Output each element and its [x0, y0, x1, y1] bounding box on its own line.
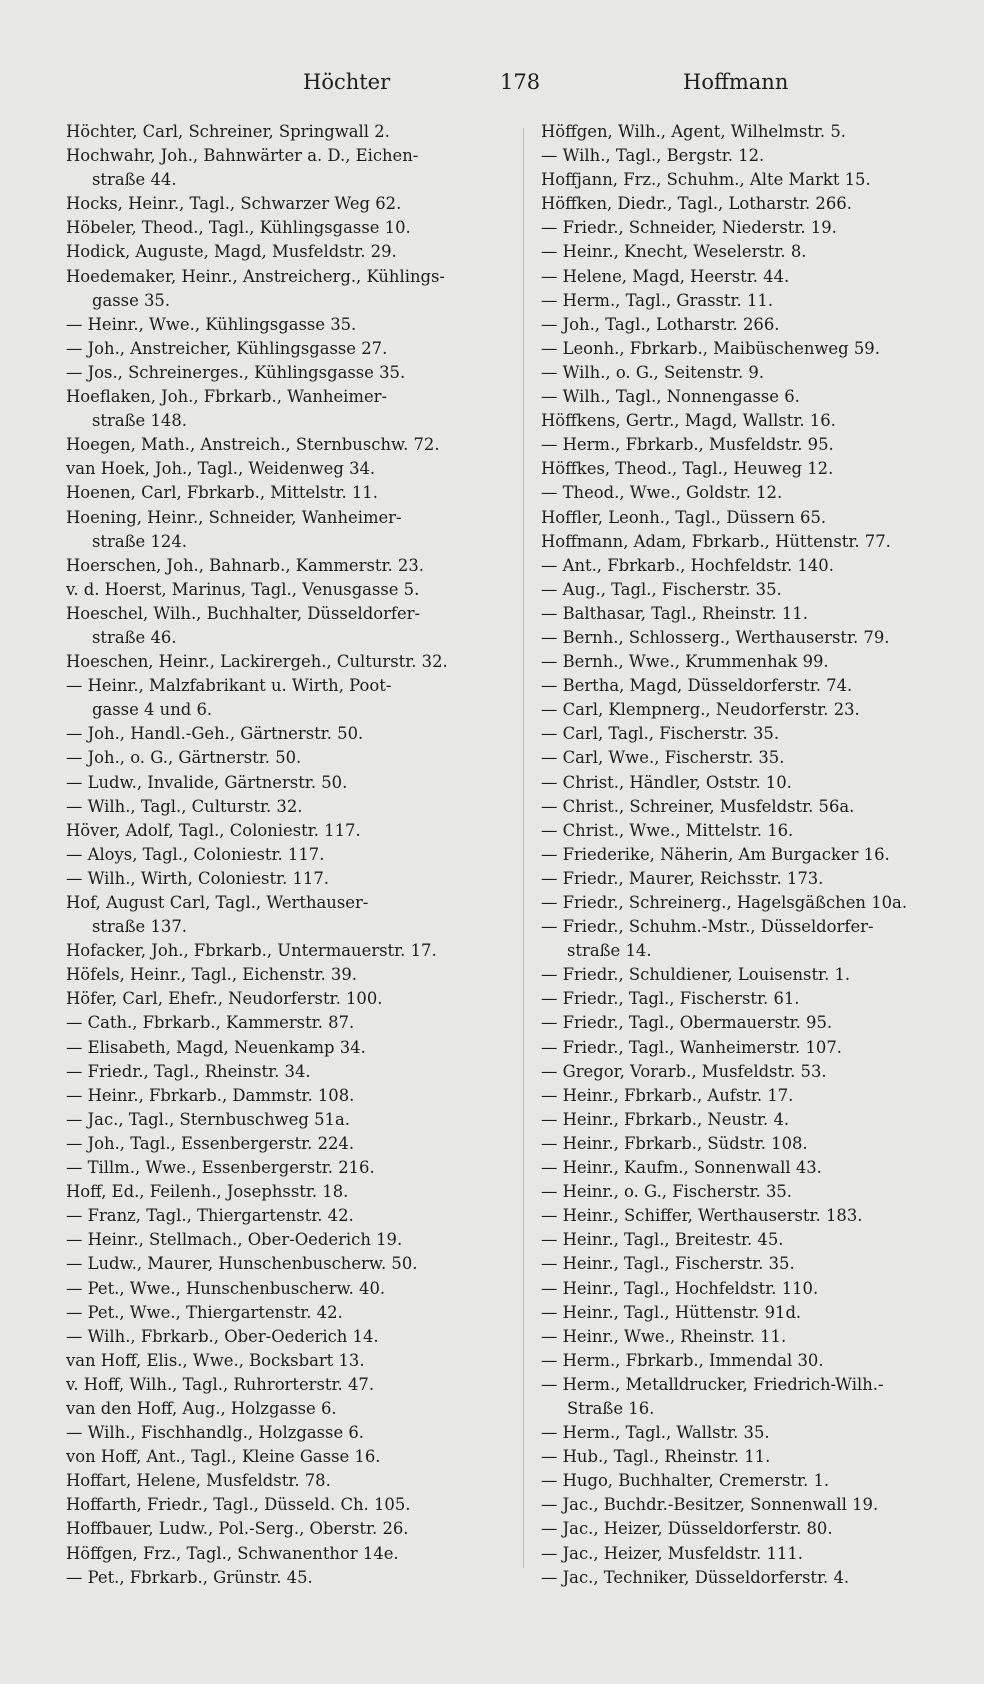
directory-entry: Höchter, Carl, Schreiner, Springwall 2.: [66, 122, 390, 141]
directory-entry: v. d. Hoerst, Marinus, Tagl., Venusgasse 5.: [66, 579, 420, 599]
directory-entry: Hoeflaken, Joh., Fbrkarb., Wanheimer-: [66, 387, 388, 407]
directory-entry: — Wilh., o. G., Seitenstr. 9.: [541, 362, 765, 382]
directory-entry: — Pet., Wwe., Hunschenbuscherw. 40.: [66, 1278, 386, 1298]
directory-entry: — Ant., Fbrkarb., Hochfeldstr. 140.: [541, 555, 834, 575]
header-left-word: Höchter: [303, 70, 391, 94]
directory-entry: — Joh., Handl.-Geh., Gärtnerstr. 50.: [66, 724, 364, 744]
directory-entry: — Carl, Klempnerg., Neudorferstr. 23.: [541, 700, 860, 720]
directory-entry: Hochwahr, Joh., Bahnwärter a. D., Eichen-: [66, 146, 419, 166]
directory-entry: Höver, Adolf, Tagl., Coloniestr. 117.: [66, 820, 361, 840]
directory-entry: — Heinr., Tagl., Hochfeldstr. 110.: [541, 1278, 819, 1298]
right-column: [541, 120, 961, 1590]
directory-entry: — Aug., Tagl., Fischerstr. 35.: [541, 579, 782, 599]
directory-entry: — Joh., Anstreicher, Kühlingsgasse 27.: [66, 338, 388, 358]
directory-entry: — Heinr., Wwe., Rheinstr. 11.: [541, 1326, 787, 1346]
directory-entry: straße 137.: [92, 917, 187, 937]
directory-entry: — Heinr., Stellmach., Ober-Oederich 19.: [66, 1230, 403, 1250]
directory-entry: — Joh., o. G., Gärtnerstr. 50.: [66, 748, 302, 768]
directory-entry: — Heinr., Fbrkarb., Neustr. 4.: [541, 1109, 790, 1129]
directory-entry: — Heinr., Malzfabrikant u. Wirth, Poot-: [66, 676, 392, 696]
directory-entry: Höffgen, Wilh., Agent, Wilhelmstr. 5.: [541, 122, 846, 141]
directory-entry: — Heinr., Fbrkarb., Südstr. 108.: [541, 1133, 808, 1153]
directory-entry: gasse 4 und 6.: [92, 700, 213, 720]
directory-entry: — Jac., Heizer, Düsseldorferstr. 80.: [541, 1519, 833, 1539]
directory-entry: — Elisabeth, Magd, Neuenkamp 34.: [66, 1037, 366, 1057]
directory-entry: Hoenen, Carl, Fbrkarb., Mittelstr. 11.: [66, 483, 378, 503]
directory-entry: — Wilh., Fischhandlg., Holzgasse 6.: [66, 1423, 365, 1443]
directory-entry: — Bernh., Schlosserg., Werthauserstr. 79.: [541, 627, 890, 647]
header-right-word: Hoffmann: [683, 70, 789, 94]
directory-entry: — Bertha, Magd, Düsseldorferstr. 74.: [541, 676, 853, 696]
directory-entry: Hoffjann, Frz., Schuhm., Alte Markt 15.: [541, 170, 871, 190]
directory-entry: — Herm., Tagl., Grasstr. 11.: [541, 290, 774, 310]
directory-entry: — Heinr., Fbrkarb., Dammstr. 108.: [66, 1085, 355, 1105]
directory-entry: — Tillm., Wwe., Essenbergerstr. 216.: [66, 1158, 375, 1178]
directory-entry: Höbeler, Theod., Tagl., Kühlingsgasse 10.: [66, 218, 411, 238]
page-number: 178: [500, 70, 541, 94]
directory-entry: — Heinr., Schiffer, Werthauserstr. 183.: [541, 1206, 863, 1226]
directory-entry: Hof, August Carl, Tagl., Werthauser-: [66, 893, 369, 912]
directory-entry: — Heinr., o. G., Fischerstr. 35.: [541, 1182, 793, 1202]
directory-entry: — Helene, Magd, Heerstr. 44.: [541, 266, 790, 286]
directory-entry: — Aloys, Tagl., Coloniestr. 117.: [66, 844, 325, 864]
directory-entry: — Heinr., Fbrkarb., Aufstr. 17.: [541, 1085, 794, 1105]
directory-entry: v. Hoff, Wilh., Tagl., Ruhrorterstr. 47.: [66, 1374, 375, 1394]
directory-entry: — Franz, Tagl., Thiergartenstr. 42.: [66, 1206, 354, 1226]
directory-entry: — Joh., Tagl., Lotharstr. 266.: [541, 314, 780, 334]
directory-entry: — Friedr., Schreinerg., Hagelsgäßchen 10a.: [541, 893, 908, 912]
directory-entry: Höffkes, Theod., Tagl., Heuweg 12.: [541, 459, 834, 479]
directory-entry: — Jos., Schreinerges., Kühlingsgasse 35.: [66, 362, 406, 382]
directory-entry: — Bernh., Wwe., Krummenhak 99.: [541, 652, 829, 672]
page-header: [60, 70, 950, 104]
directory-entry: — Friedr., Tagl., Rheinstr. 34.: [66, 1061, 311, 1081]
directory-entry: — Jac., Heizer, Musfeldstr. 111.: [541, 1543, 803, 1563]
directory-entry: — Heinr., Tagl., Breitestr. 45.: [541, 1230, 784, 1250]
directory-entry: van Hoff, Elis., Wwe., Bocksbart 13.: [66, 1350, 365, 1370]
directory-entry: — Heinr., Kaufm., Sonnenwall 43.: [541, 1158, 822, 1178]
directory-entry: — Heinr., Knecht, Weselerstr. 8.: [541, 242, 807, 262]
directory-entry: — Pet., Fbrkarb., Grünstr. 45.: [66, 1567, 313, 1587]
directory-entry: — Friederike, Näherin, Am Burgacker 16.: [541, 844, 890, 864]
directory-entry: Hodick, Auguste, Magd, Musfeldstr. 29.: [66, 242, 397, 262]
directory-entry: — Hub., Tagl., Rheinstr. 11.: [541, 1447, 771, 1467]
directory-entry: Hofacker, Joh., Fbrkarb., Untermauerstr. 17.: [66, 941, 437, 961]
directory-entry: straße 46.: [92, 627, 177, 647]
directory-entry: Höffgen, Frz., Tagl., Schwanenthor 14e.: [66, 1543, 399, 1563]
directory-entry: — Carl, Wwe., Fischerstr. 35.: [541, 748, 785, 768]
directory-entry: — Jac., Techniker, Düsseldorferstr. 4.: [541, 1567, 850, 1587]
directory-entry: — Wilh., Tagl., Nonnengasse 6.: [541, 387, 800, 407]
directory-entry: Hoffbauer, Ludw., Pol.-Serg., Oberstr. 26.: [66, 1519, 409, 1539]
column-divider: [523, 128, 524, 1568]
directory-entry: Hoffarth, Friedr., Tagl., Düsseld. Ch. 105.: [66, 1495, 411, 1515]
directory-entry: — Carl, Tagl., Fischerstr. 35.: [541, 724, 780, 744]
directory-entry: Hoffmann, Adam, Fbrkarb., Hüttenstr. 77.: [541, 531, 891, 551]
directory-entry: — Friedr., Tagl., Wanheimerstr. 107.: [541, 1037, 842, 1057]
directory-entry: Straße 16.: [567, 1398, 655, 1418]
directory-entry: — Christ., Schreiner, Musfeldstr. 56a.: [541, 796, 855, 816]
directory-entry: straße 14.: [567, 941, 652, 961]
directory-entry: — Friedr., Schneider, Niederstr. 19.: [541, 218, 837, 238]
directory-entry: — Pet., Wwe., Thiergartenstr. 42.: [66, 1302, 343, 1322]
directory-entry: — Friedr., Tagl., Obermauerstr. 95.: [541, 1013, 833, 1033]
directory-entry: — Theod., Wwe., Goldstr. 12.: [541, 483, 783, 503]
directory-entry: Höffken, Diedr., Tagl., Lotharstr. 266.: [541, 194, 852, 214]
directory-entry: — Heinr., Tagl., Fischerstr. 35.: [541, 1254, 795, 1274]
directory-entry: — Wilh., Wirth, Coloniestr. 117.: [66, 868, 329, 888]
directory-entry: Hoening, Heinr., Schneider, Wanheimer-: [66, 507, 402, 527]
directory-entry: Hoeschen, Heinr., Lackirergeh., Culturstr. 32.: [66, 652, 448, 672]
directory-entry: von Hoff, Ant., Tagl., Kleine Gasse 16.: [66, 1447, 381, 1467]
directory-entry: — Ludw., Invalide, Gärtnerstr. 50.: [66, 772, 348, 792]
directory-entry: — Herm., Fbrkarb., Musfeldstr. 95.: [541, 435, 834, 455]
directory-entry: — Herm., Tagl., Wallstr. 35.: [541, 1423, 770, 1443]
directory-entry: Höffkens, Gertr., Magd, Wallstr. 16.: [541, 411, 836, 431]
directory-entry: — Wilh., Tagl., Culturstr. 32.: [66, 796, 303, 816]
directory-entry: van den Hoff, Aug., Holzgasse 6.: [66, 1398, 337, 1418]
directory-entry: straße 44.: [92, 170, 177, 190]
directory-entry: Hoffart, Helene, Musfeldstr. 78.: [66, 1471, 331, 1491]
directory-entry: Höfer, Carl, Ehefr., Neudorferstr. 100.: [66, 989, 383, 1009]
directory-entry: straße 124.: [92, 531, 187, 551]
directory-entry: Hoeschel, Wilh., Buchhalter, Düsseldorfer-: [66, 603, 421, 623]
directory-entry: Hoegen, Math., Anstreich., Sternbuschw. 72.: [66, 435, 440, 455]
directory-entry: — Herm., Metalldrucker, Friedrich-Wilh.-: [541, 1374, 884, 1394]
directory-entry: — Wilh., Fbrkarb., Ober-Oederich 14.: [66, 1326, 379, 1346]
directory-entry: — Christ., Händler, Oststr. 10.: [541, 772, 792, 792]
directory-entry: Hoedemaker, Heinr., Anstreicherg., Kühlings-: [66, 266, 445, 286]
directory-entry: — Jac., Buchdr.-Besitzer, Sonnenwall 19.: [541, 1495, 879, 1515]
directory-entry: — Balthasar, Tagl., Rheinstr. 11.: [541, 603, 808, 623]
directory-entry: — Friedr., Tagl., Fischerstr. 61.: [541, 989, 800, 1009]
directory-entry: — Heinr., Tagl., Hüttenstr. 91d.: [541, 1302, 802, 1322]
directory-entry: Höfels, Heinr., Tagl., Eichenstr. 39.: [66, 965, 357, 985]
directory-entry: Hoerschen, Joh., Bahnarb., Kammerstr. 23.: [66, 555, 424, 575]
directory-entry: Hoffler, Leonh., Tagl., Düssern 65.: [541, 507, 827, 527]
directory-entry: — Friedr., Schuhm.-Mstr., Düsseldorfer-: [541, 917, 874, 937]
directory-entry: — Joh., Tagl., Essenbergerstr. 224.: [66, 1133, 355, 1153]
directory-entry: — Friedr., Schuldiener, Louisenstr. 1.: [541, 965, 851, 985]
directory-entry: Hoff, Ed., Feilenh., Josephsstr. 18.: [66, 1182, 349, 1202]
directory-entry: — Gregor, Vorarb., Musfeldstr. 53.: [541, 1061, 827, 1081]
directory-entry: — Friedr., Maurer, Reichsstr. 173.: [541, 868, 824, 888]
directory-entry: — Wilh., Tagl., Bergstr. 12.: [541, 146, 765, 166]
directory-entry: — Ludw., Maurer, Hunschenbuscherw. 50.: [66, 1254, 418, 1274]
directory-entry: Hocks, Heinr., Tagl., Schwarzer Weg 62.: [66, 194, 402, 214]
directory-entry: straße 148.: [92, 411, 187, 431]
directory-entry: — Leonh., Fbrkarb., Maibüschenweg 59.: [541, 338, 880, 358]
directory-entry: — Christ., Wwe., Mittelstr. 16.: [541, 820, 794, 840]
directory-entry: — Herm., Fbrkarb., Immendal 30.: [541, 1350, 824, 1370]
directory-entry: — Jac., Tagl., Sternbuschweg 51a.: [66, 1109, 350, 1129]
directory-entry: van Hoek, Joh., Tagl., Weidenweg 34.: [66, 459, 376, 479]
directory-entry: gasse 35.: [92, 290, 171, 310]
directory-entry: — Hugo, Buchhalter, Cremerstr. 1.: [541, 1471, 830, 1491]
left-column: [66, 120, 506, 1590]
directory-entry: — Heinr., Wwe., Kühlingsgasse 35.: [66, 314, 357, 334]
directory-entry: — Cath., Fbrkarb., Kammerstr. 87.: [66, 1013, 355, 1033]
